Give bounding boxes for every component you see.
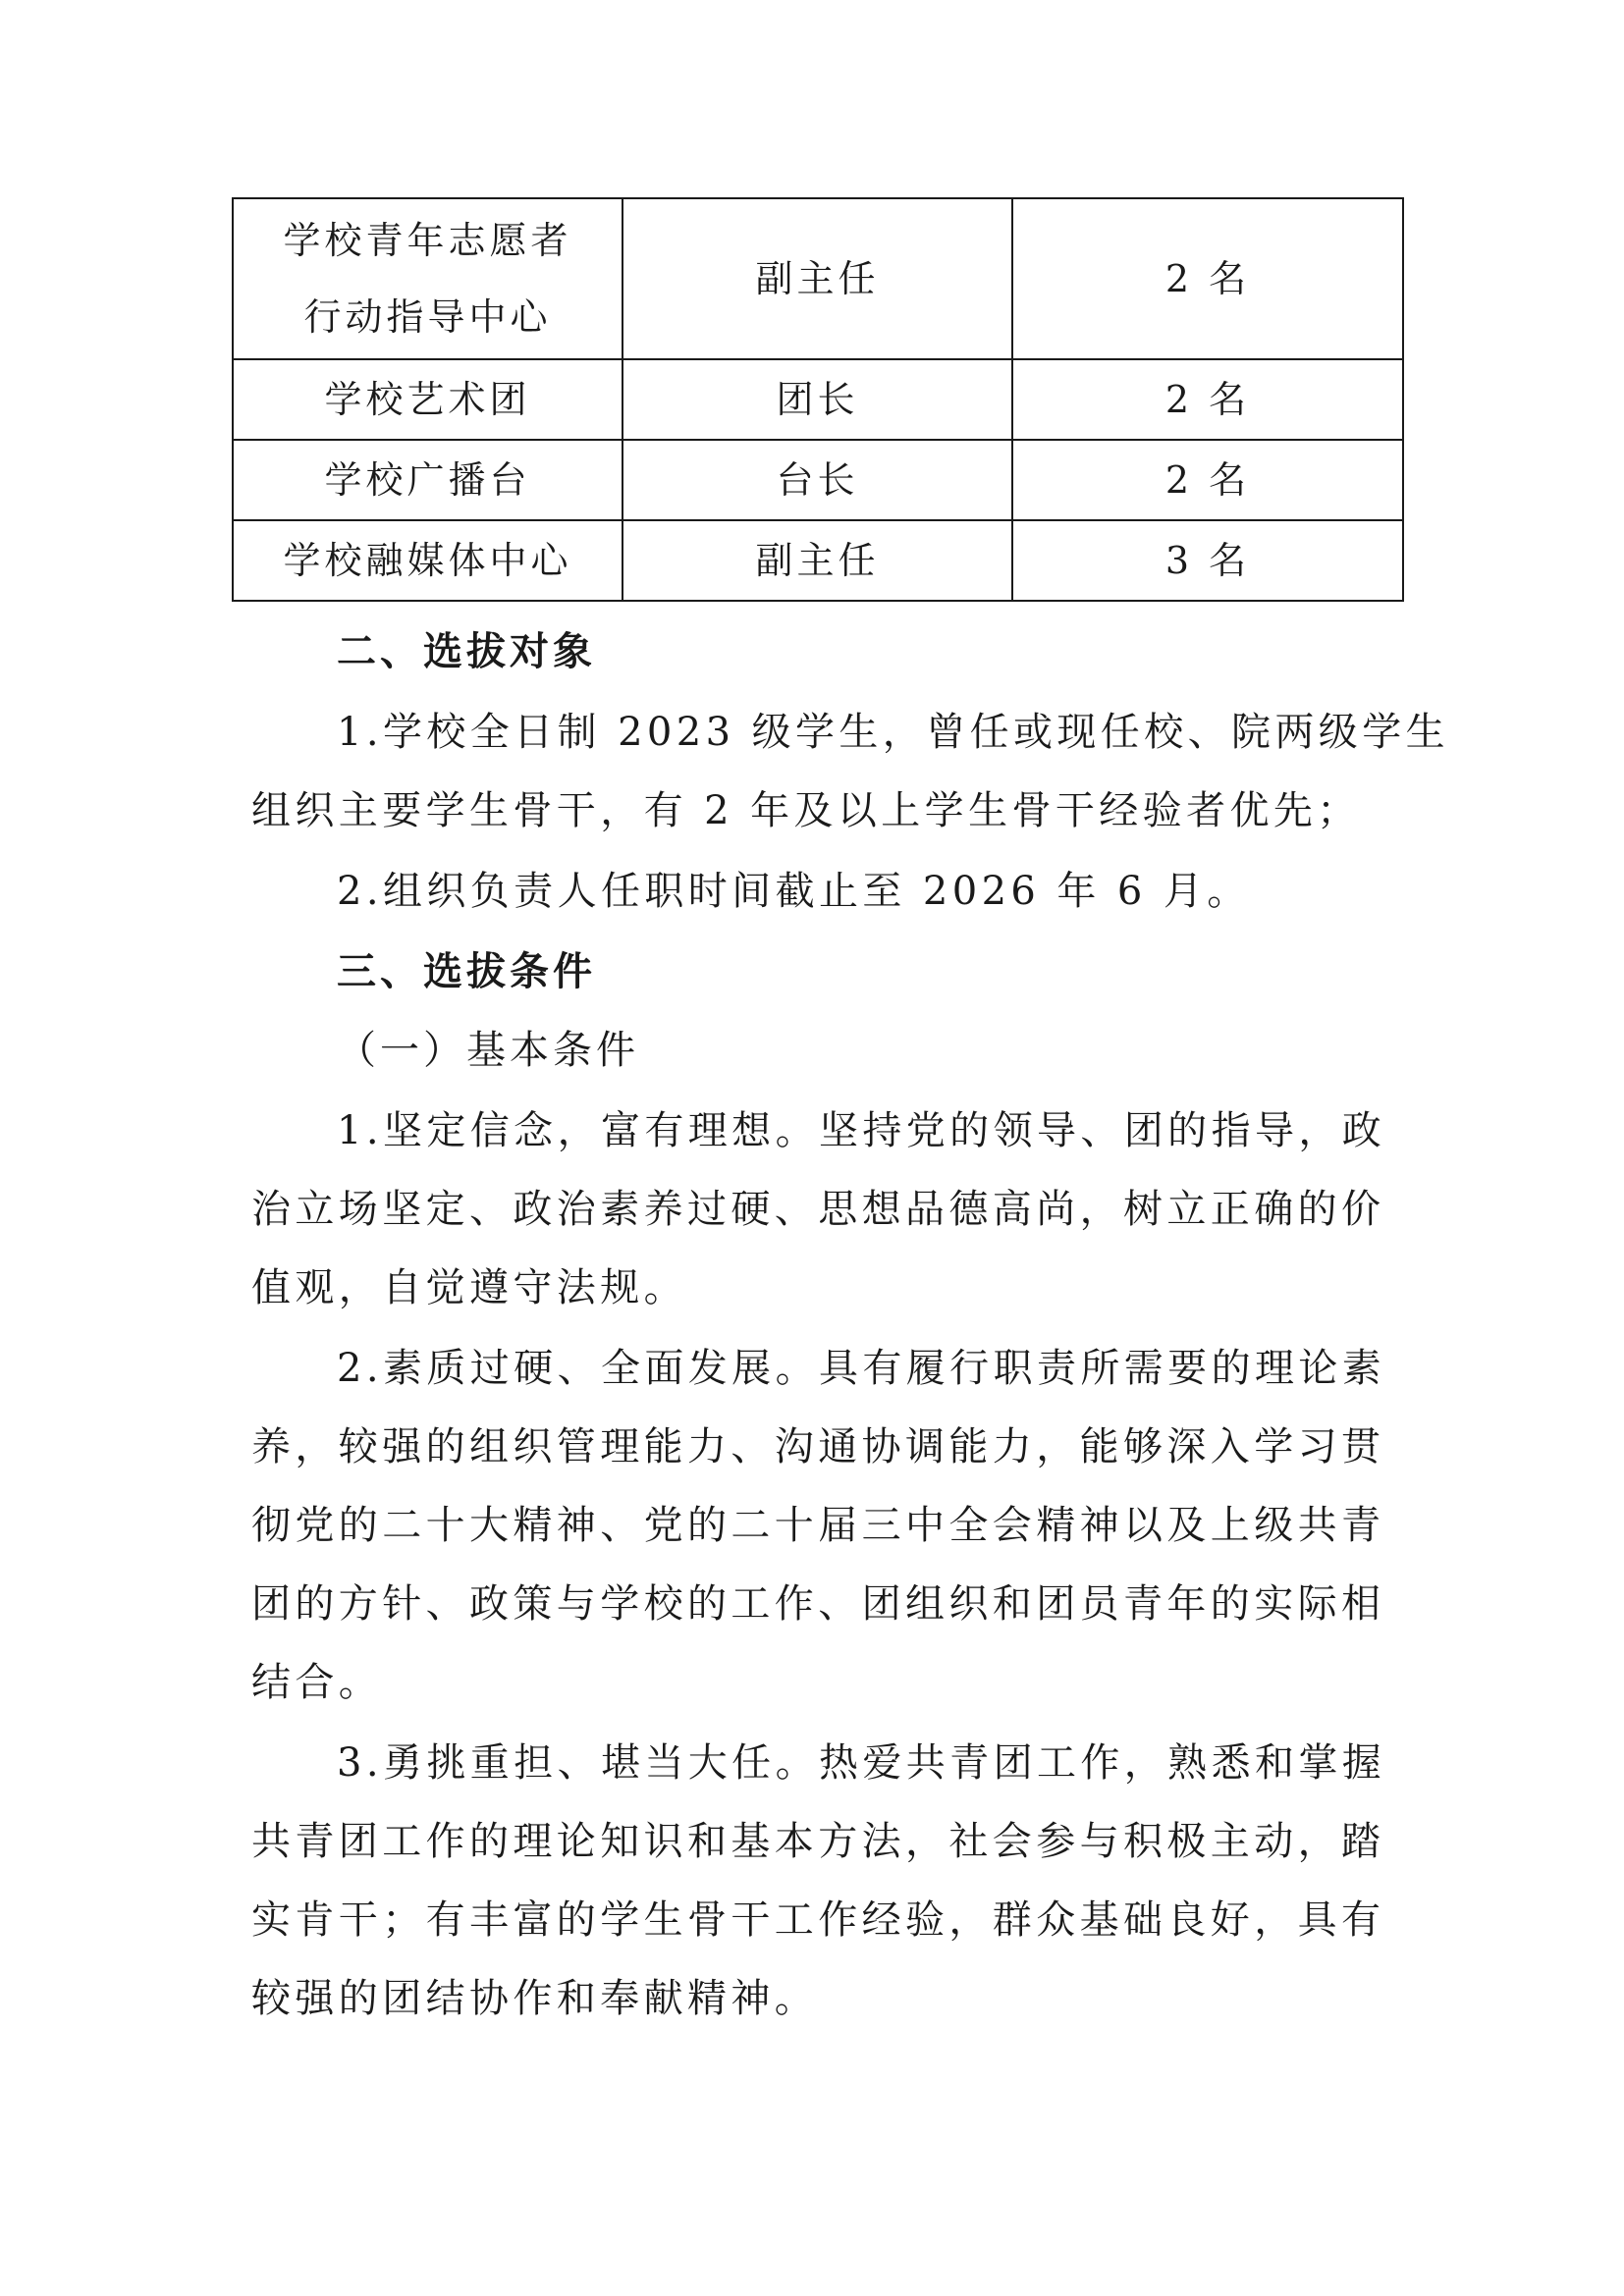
section-heading-selection-targets: 二、选拔对象 — [337, 629, 596, 674]
unit-cell — [233, 198, 623, 359]
paragraph-line: 团的方针、政策与学校的工作、团组织和团员青年的实际相 — [251, 1581, 1385, 1627]
paragraph-line: 1.学校全日制 2023 级学生，曾任或现任校、院两级学生 — [337, 710, 1449, 755]
position-cell: 副主任 — [623, 198, 1012, 359]
positions-table — [232, 197, 1404, 602]
paragraph-line: 共青团工作的理论知识和基本方法，社会参与积极主动，踏 — [251, 1819, 1385, 1864]
table-row — [233, 198, 1403, 359]
paragraph-line: 1.坚定信念，富有理想。坚持党的领导、团的指导，政 — [337, 1108, 1386, 1153]
paragraph-line: 治立场坚定、政治素养过硬、思想品德高尚，树立正确的价 — [251, 1187, 1385, 1232]
count-cell: 2 名 — [1012, 440, 1403, 520]
table-row — [233, 440, 1403, 520]
paragraph-line: 2.素质过硬、全面发展。具有履行职责所需要的理论素 — [337, 1346, 1386, 1391]
table-row — [233, 520, 1403, 601]
position-cell: 副主任 — [623, 520, 1012, 601]
paragraph-line: 彻党的二十大精神、党的二十届三中全会精神以及上级共青 — [251, 1503, 1385, 1548]
unit-cell: 学校融媒体中心 — [233, 520, 623, 601]
position-cell: 团长 — [623, 359, 1012, 440]
paragraph-line: 结合。 — [251, 1660, 383, 1705]
paragraph-line: 养，较强的组织管理能力、沟通协调能力，能够深入学习贯 — [251, 1424, 1385, 1469]
count-cell: 3 名 — [1012, 520, 1403, 601]
paragraph-line: 值观，自觉遵守法规。 — [251, 1265, 687, 1310]
position-cell: 台长 — [623, 440, 1012, 520]
paragraph-line: 3.勇挑重担、堪当大任。热爱共青团工作，熟悉和掌握 — [337, 1740, 1386, 1786]
paragraph-line: 实肯干；有丰富的学生骨干工作经验，群众基础良好，具有 — [251, 1897, 1385, 1943]
subsection-heading-basic-conditions: （一）基本条件 — [337, 1028, 639, 1073]
unit-name-line: 学校青年志愿者 — [283, 219, 572, 262]
count-cell: 2 名 — [1012, 198, 1403, 359]
unit-name-line: 行动指导中心 — [303, 295, 552, 339]
unit-cell: 学校艺术团 — [233, 359, 623, 440]
paragraph-line: 2.组织负责人任职时间截止至 2026 年 6 月。 — [337, 869, 1251, 914]
paragraph-line: 较强的团结协作和奉献精神。 — [251, 1976, 819, 2021]
paragraph-line: 组织主要学生骨干，有 2 年及以上学生骨干经验者优先； — [251, 788, 1361, 833]
table-row — [233, 359, 1403, 440]
section-heading-selection-conditions: 三、选拔条件 — [337, 949, 596, 994]
count-cell: 2 名 — [1012, 359, 1403, 440]
unit-cell: 学校广播台 — [233, 440, 623, 520]
